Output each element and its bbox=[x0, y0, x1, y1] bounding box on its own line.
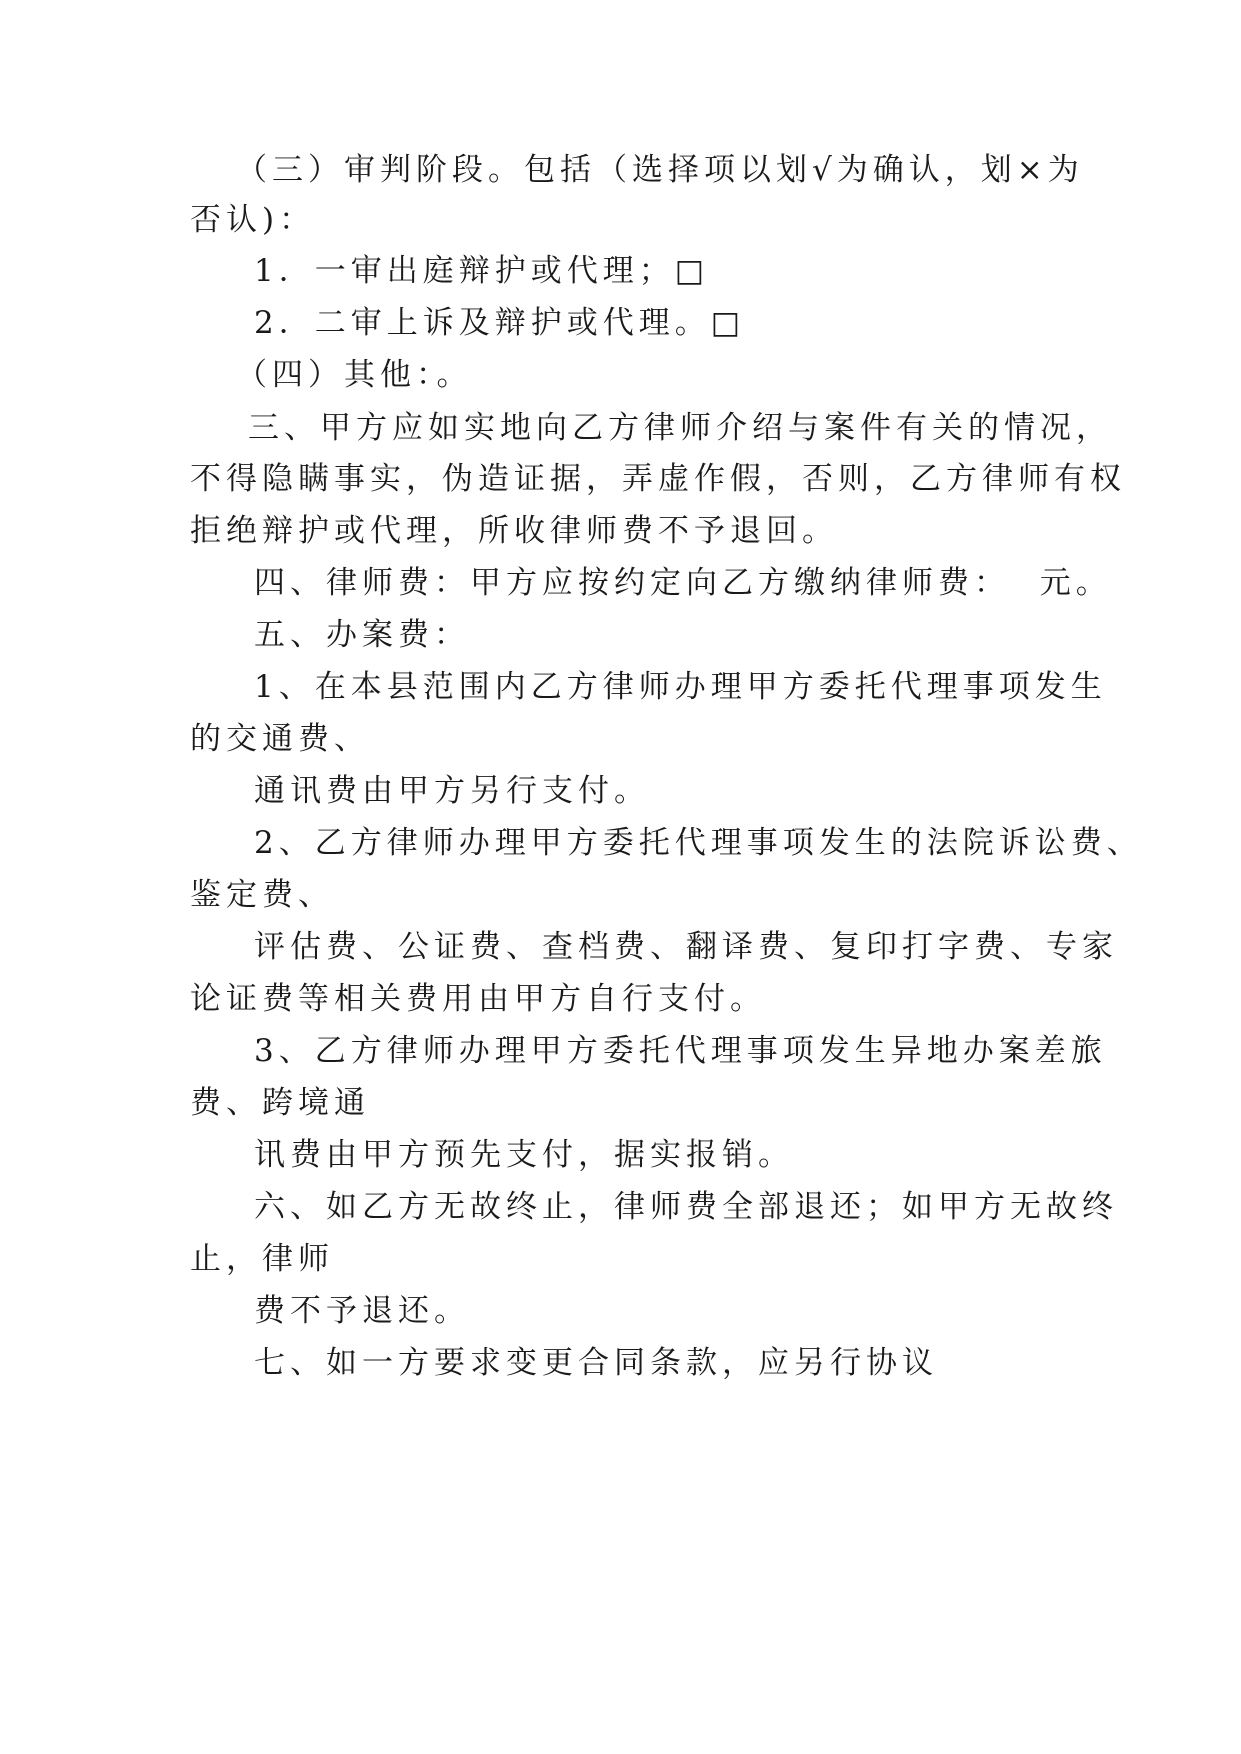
text-line: 2、乙方律师办理甲方委托代理事项发生的法院诉讼费、 bbox=[254, 825, 1143, 861]
text-line: （四）其他：。 bbox=[236, 357, 473, 393]
text-line: 不得隐瞒事实，伪造证据，弄虚作假，否则，乙方律师有权 bbox=[190, 461, 1126, 497]
text-line: 费、跨境通 bbox=[190, 1085, 370, 1121]
text-line: 1．一审出庭辩护或代理；□ bbox=[254, 253, 710, 289]
text-line: 五、办案费： bbox=[254, 617, 470, 653]
text-line: 三、甲方应如实地向乙方律师介绍与案件有关的情况， bbox=[248, 410, 1112, 446]
text-line: 的交通费、 bbox=[190, 721, 370, 757]
text-line: 七、如一方要求变更合同条款，应另行协议 bbox=[254, 1345, 938, 1381]
text-line: 1、在本县范围内乙方律师办理甲方委托代理事项发生 bbox=[254, 669, 1107, 705]
text-line: （三）审判阶段。包括（选择项以划√为确认，划×为 bbox=[236, 152, 1084, 188]
text-line: 否认)： bbox=[190, 202, 316, 238]
text-line: 2．二审上诉及辩护或代理。□ bbox=[254, 305, 746, 341]
text-line: 鉴定费、 bbox=[190, 877, 334, 913]
text-line: 论证费等相关费用由甲方自行支付。 bbox=[190, 981, 766, 1017]
text-line: 3、乙方律师办理甲方委托代理事项发生异地办案差旅 bbox=[254, 1033, 1107, 1069]
text-line: 四、律师费：甲方应按约定向乙方缴纳律师费： 元。 bbox=[254, 565, 1112, 601]
text-line: 通讯费由甲方另行支付。 bbox=[254, 773, 650, 809]
text-line: 讯费由甲方预先支付，据实报销。 bbox=[254, 1137, 794, 1173]
text-line: 六、如乙方无故终止，律师费全部退还；如甲方无故终 bbox=[254, 1189, 1118, 1225]
text-line: 止，律师 bbox=[190, 1241, 334, 1277]
text-line: 拒绝辩护或代理，所收律师费不予退回。 bbox=[190, 513, 838, 549]
text-line: 费不予退还。 bbox=[254, 1293, 470, 1329]
text-line: 评估费、公证费、查档费、翻译费、复印打字费、专家 bbox=[254, 929, 1118, 965]
